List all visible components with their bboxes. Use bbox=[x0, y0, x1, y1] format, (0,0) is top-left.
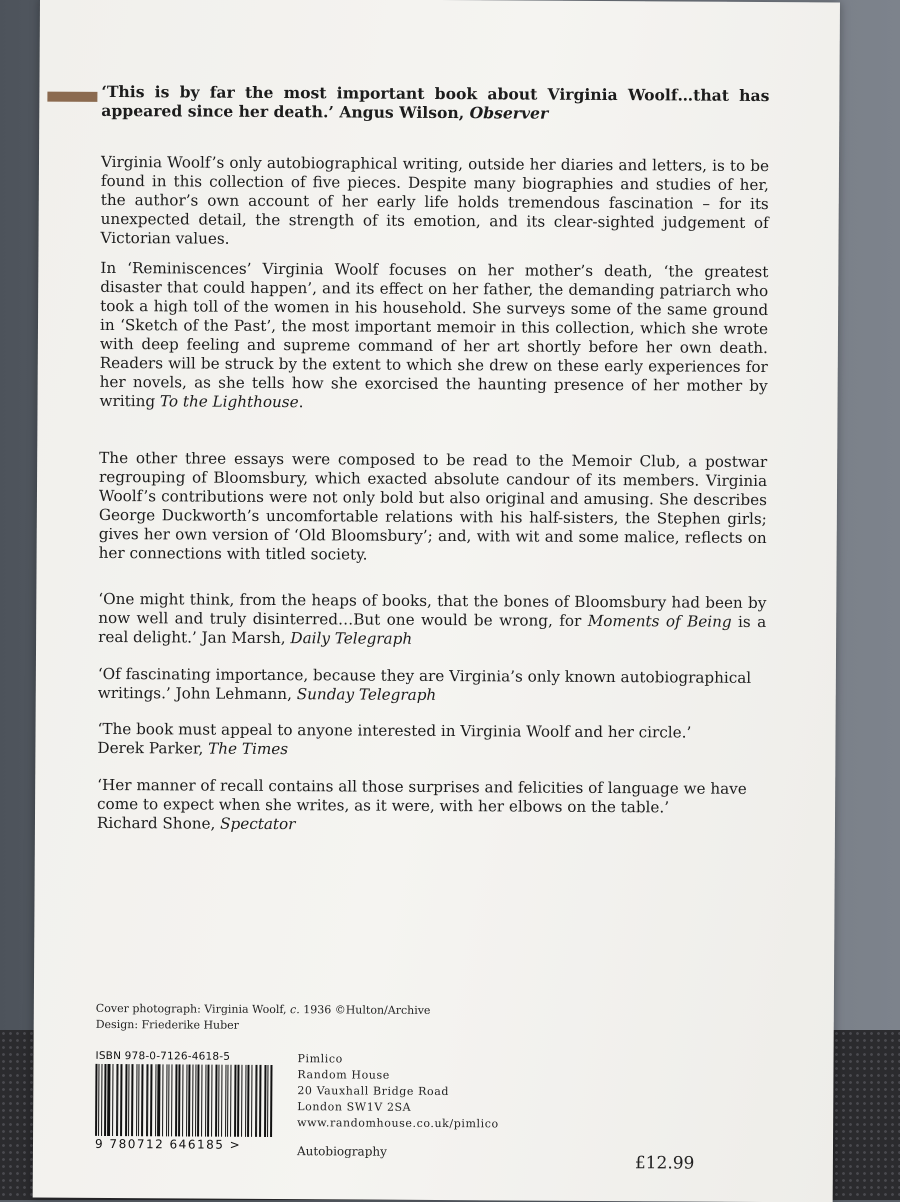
publisher-line: Random House bbox=[297, 1068, 390, 1082]
publisher-line: 20 Vauxhall Bridge Road bbox=[297, 1084, 450, 1099]
barcode-bar bbox=[251, 1065, 252, 1137]
barcode-bar bbox=[148, 1064, 149, 1136]
barcode-bar bbox=[118, 1064, 119, 1136]
barcode-bar bbox=[141, 1064, 143, 1136]
review-2-text: ‘Of fascinating importance, because they are Virginia’s only known autobiographical writings.’ John Lehmann, bbox=[97, 664, 752, 704]
barcode-bar bbox=[197, 1065, 199, 1137]
barcode-bar bbox=[257, 1065, 258, 1137]
book-title-reference: To the Lighthouse bbox=[159, 392, 299, 412]
barcode-digits: 9 780712 646185 > bbox=[94, 1136, 242, 1152]
barcode-bar bbox=[188, 1064, 190, 1136]
review-4-author: Richard Shone, bbox=[96, 813, 221, 833]
barcode-bar bbox=[267, 1065, 268, 1137]
barcode-bar bbox=[227, 1065, 228, 1137]
review-3-source: The Times bbox=[208, 739, 289, 759]
review-4-text: ‘Her manner of recall contains all those surprises and felicities of language we have come to expect when she writes, as it were, with her elbows on the table.’ bbox=[97, 775, 747, 817]
photo-credit-prefix: Cover photograph: Virginia Woolf, bbox=[95, 1001, 291, 1017]
barcode-bar bbox=[218, 1065, 219, 1137]
review-1-source: Daily Telegraph bbox=[290, 629, 413, 648]
barcode-bar bbox=[128, 1064, 129, 1136]
cover-credits bbox=[96, 1001, 431, 1035]
barcode-bar bbox=[138, 1064, 139, 1136]
barcode-bar bbox=[201, 1065, 202, 1137]
barcode-bar bbox=[182, 1064, 183, 1136]
barcode-bar bbox=[192, 1065, 193, 1137]
barcode-bar bbox=[107, 1064, 110, 1136]
lead-quote bbox=[101, 82, 769, 124]
review-1-text: ‘One might think, from the heaps of books, that the bones of Bloomsbury had been by now well and truly disinterred…But one would be wrong, for bbox=[98, 589, 767, 630]
barcode-bar bbox=[98, 1064, 99, 1136]
design-credit: Design: Friederike Huber bbox=[95, 1017, 240, 1032]
blurb-paragraph-2-text: In ‘Reminiscences’ Virginia Woolf focuses on her mother’s death, ‘the greatest disaster that could happen’, and its effect on her father, the demanding patriarch who took a high toll of the women in his household. She surveys some of the same ground in ‘Sketch of the Past’, the most important memoir in this collection, which she wrote with deep feeling and supreme command of her art shortly before her own death. Readers will be struck by the extent to which she drew on these early experiences for her novels, as she tells how she exorcised the haunting presence of her mother by writing bbox=[99, 258, 769, 411]
review-quote-1 bbox=[98, 590, 766, 651]
barcode-bar bbox=[221, 1065, 222, 1137]
review-3-text: ‘The book must appeal to anyone interested in Virginia Woolf and her circle.’ bbox=[97, 719, 692, 742]
barcode-bar bbox=[207, 1065, 210, 1137]
review-3-author: Derek Parker, bbox=[97, 738, 209, 758]
accent-bar bbox=[47, 92, 97, 102]
review-quote-4 bbox=[97, 776, 765, 837]
barcode-bar bbox=[237, 1065, 240, 1137]
book-back-cover bbox=[33, 0, 840, 1202]
barcode-bar bbox=[162, 1064, 164, 1136]
barcode-block bbox=[95, 1050, 276, 1152]
review-2-source: Sunday Telegraph bbox=[296, 685, 437, 704]
photo-credit-suffix: 1936 ©Hulton/Archive bbox=[299, 1003, 431, 1017]
barcode-bar bbox=[131, 1064, 134, 1136]
publisher-address bbox=[297, 1051, 499, 1132]
barcode-bar bbox=[230, 1065, 231, 1137]
publisher-line: London SW1V 2SA bbox=[297, 1100, 412, 1114]
price: £12.99 bbox=[634, 1153, 695, 1174]
barcode-bar bbox=[168, 1064, 169, 1136]
review-4-source: Spectator bbox=[220, 814, 296, 834]
photo-credit-circa: c. bbox=[290, 1003, 300, 1017]
barcode-bar bbox=[157, 1064, 160, 1136]
blurb-paragraph-2-end: . bbox=[298, 393, 304, 412]
barcode-bar bbox=[150, 1064, 152, 1136]
barcode-bar bbox=[171, 1064, 172, 1136]
blurb-paragraph-1: Virginia Woolf’s only autobiographical writing, outside her diaries and letters, is to be found in this collection of five pieces. Despite many biographies and studies of her, the author’s own account of her early life holds tremendous fascination – for its unexpected detail, the strength of its emotion, and its clear-sighted judgement of Victorian values. bbox=[100, 152, 770, 248]
blurb-paragraph-3: The other three essays were composed to be read to the Memoir Club, a postwar regrouping of Bloomsbury, which exacted absolute candour of its members. Virginia Woolf’s contributions were not only bold but also original and amusing. She describes George Duckworth’s uncomfortable relations with his half-sisters, the Stephen girls; gives her own version of ‘Old Bloomsbury’; and, with wit and some malice, reflects on her connections with titled society. bbox=[98, 448, 768, 564]
lead-quote-source: Observer bbox=[469, 103, 549, 123]
barcode-bar bbox=[101, 1064, 102, 1136]
publisher-line: Pimlico bbox=[297, 1052, 343, 1066]
barcode-bar bbox=[178, 1064, 181, 1136]
review-1-book-title: Moments of Being bbox=[587, 611, 732, 631]
isbn-label: ISBN 978-0-7126-4618-5 bbox=[95, 1049, 231, 1063]
review-quote-3 bbox=[97, 720, 765, 762]
barcode-bar bbox=[112, 1064, 113, 1136]
barcode-bar bbox=[241, 1065, 242, 1137]
barcode-bar bbox=[120, 1064, 122, 1136]
review-quote-2 bbox=[98, 665, 766, 707]
publisher-website: www.randomhouse.co.uk/pimlico bbox=[297, 1116, 499, 1131]
blurb-paragraph-2 bbox=[99, 259, 768, 415]
category-label: Autobiography bbox=[296, 1144, 387, 1159]
barcode-bar bbox=[259, 1065, 261, 1137]
lead-quote-text: ‘This is by far the most important book about Virginia Woolf…that has appeared since her death.’ Angus Wilson, bbox=[101, 81, 770, 123]
review-1-text-end: is a real delight.’ Jan Marsh, bbox=[98, 612, 767, 648]
barcode-bar bbox=[211, 1065, 212, 1137]
barcode-bar bbox=[270, 1065, 273, 1137]
barcode-bar bbox=[247, 1065, 249, 1137]
barcode-icon bbox=[95, 1064, 275, 1137]
